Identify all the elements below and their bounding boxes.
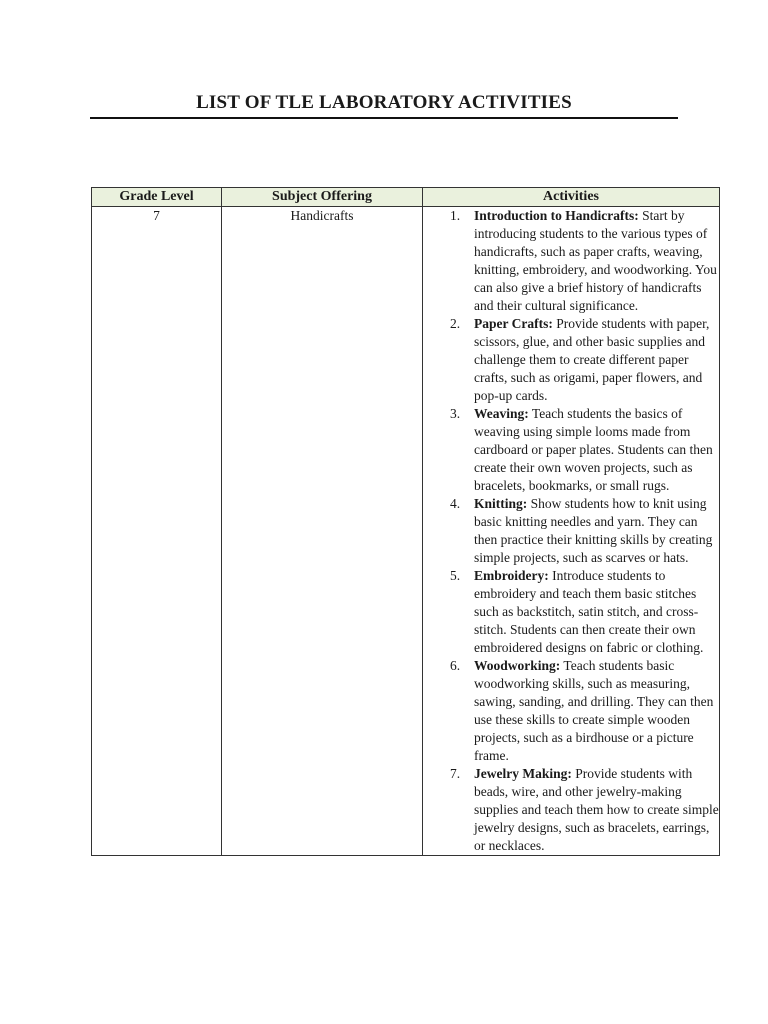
- activity-name: Woodworking:: [474, 658, 561, 673]
- activity-name: Weaving:: [474, 406, 529, 421]
- activities-cell: [423, 207, 720, 856]
- activities-table: [91, 187, 720, 856]
- activity-number: 2.: [450, 316, 461, 331]
- table-row: [92, 207, 720, 856]
- activity-description: Show students how to knit using basic knitting needles and yarn. They can then practice their knitting skills by creating simple projects, such as scarves or hats.: [474, 496, 713, 565]
- activity-list: [423, 207, 719, 855]
- list-item: [423, 207, 719, 315]
- title-underline: [90, 117, 678, 119]
- list-item: [423, 405, 719, 495]
- grade-level-cell: 7: [92, 207, 222, 856]
- subject-offering-cell: Handicrafts: [222, 207, 423, 856]
- list-item: [423, 567, 719, 657]
- activity-number: 7.: [450, 766, 461, 781]
- activity-name: Knitting:: [474, 496, 528, 511]
- activity-description: Provide students with paper, scissors, glue, and other basic supplies and challenge them to create different paper crafts, such as origami, paper flowers, and pop-up cards.: [474, 316, 710, 403]
- activity-name: Jewelry Making:: [474, 766, 572, 781]
- activity-name: Embroidery:: [474, 568, 549, 583]
- activity-description: Introduce students to embroidery and teach them basic stitches such as backstitch, satin stitch, and cross-stitch. Students can then create their own embroidered designs on fabric or clothing.: [474, 568, 704, 655]
- activity-number: 4.: [450, 496, 461, 511]
- header-grade-level: Grade Level: [92, 188, 222, 207]
- activity-name: Paper Crafts:: [474, 316, 553, 331]
- list-item: [423, 765, 719, 855]
- activity-description: Provide students with beads, wire, and other jewelry-making supplies and teach them how to create simple jewelry designs, such as bracelets, earrings, or necklaces.: [474, 766, 719, 853]
- activity-number: 6.: [450, 658, 461, 673]
- activity-description: Start by introducing students to the various types of handicrafts, such as paper crafts, weaving, knitting, embroidery, and woodworking. You can also give a brief history of handicrafts and their cultural significance.: [474, 208, 717, 313]
- activity-number: 1.: [450, 208, 461, 223]
- header-activities: Activities: [423, 188, 720, 207]
- table-header-row: [92, 188, 720, 207]
- header-subject-offering: Subject Offering: [222, 188, 423, 207]
- list-item: [423, 657, 719, 765]
- activity-description: Teach students the basics of weaving using simple looms made from cardboard or paper plates. Students can then create their own woven projects, such as bracelets, bookmarks, or small rugs.: [474, 406, 713, 493]
- activity-number: 3.: [450, 406, 461, 421]
- page-title: LIST OF TLE LABORATORY ACTIVITIES: [196, 92, 572, 113]
- activity-description: Teach students basic woodworking skills, such as measuring, sawing, sanding, and drilling. They can then use these skills to create simple wooden projects, such as a birdhouse or a picture frame.: [474, 658, 714, 763]
- activity-number: 5.: [450, 568, 461, 583]
- list-item: [423, 315, 719, 405]
- list-item: [423, 495, 719, 567]
- activity-name: Introduction to Handicrafts:: [474, 208, 639, 223]
